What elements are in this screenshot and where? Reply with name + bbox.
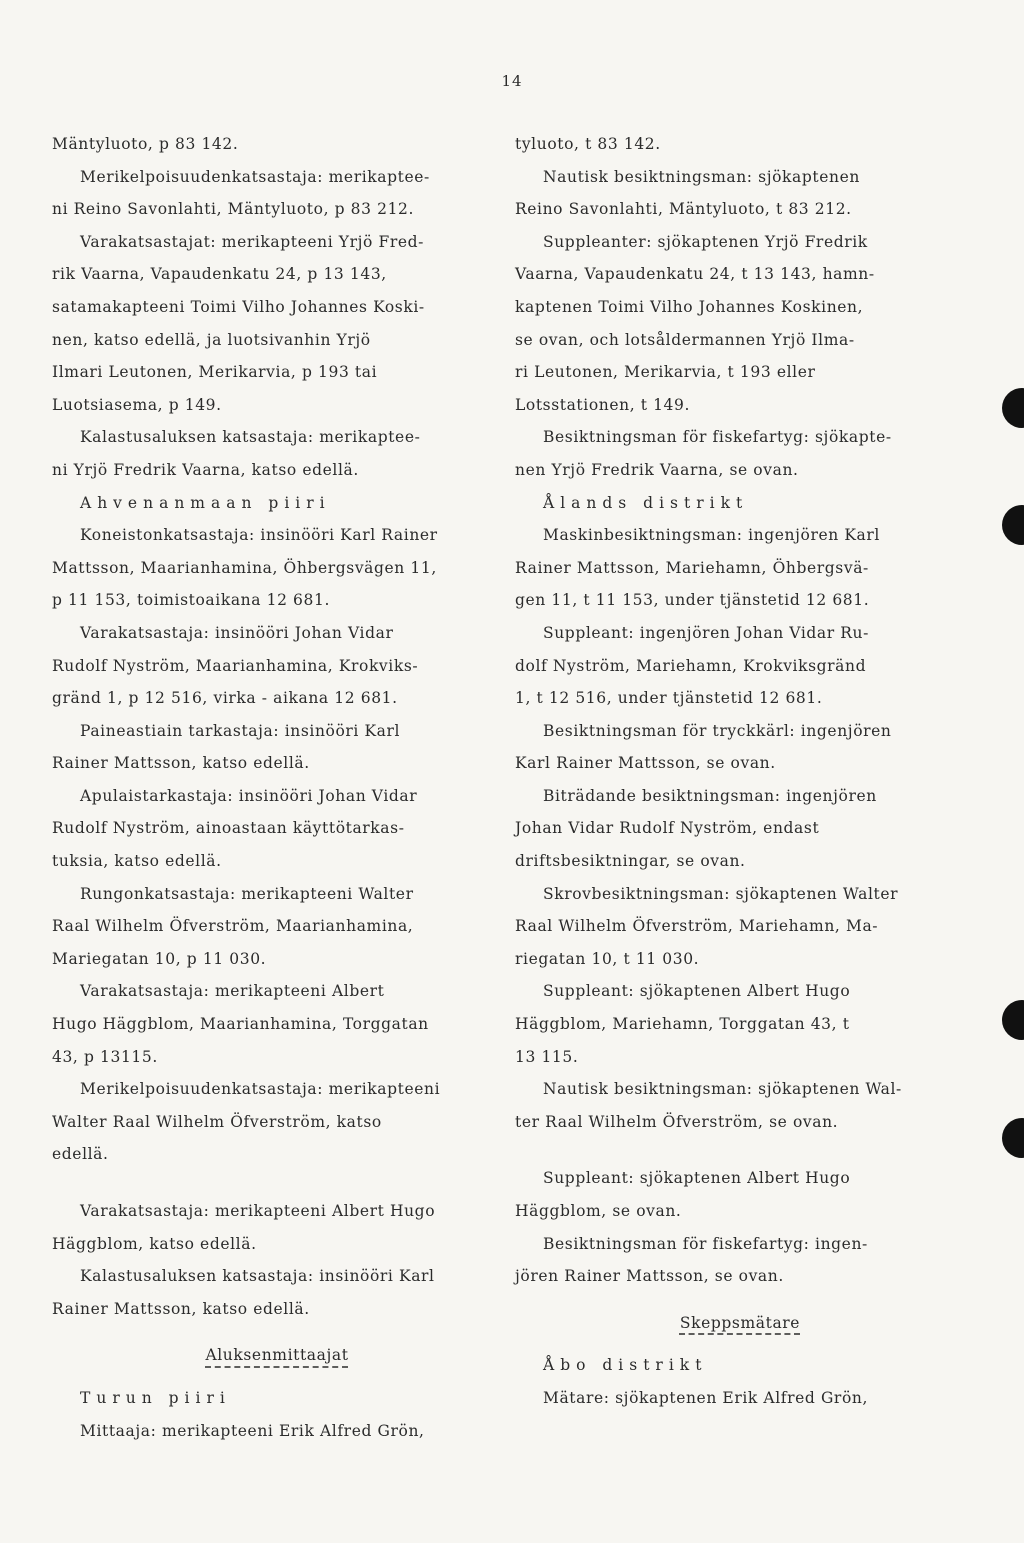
- spacer: [515, 1138, 965, 1162]
- paragraph: [515, 1228, 965, 1293]
- text-line: Lotsstationen, t 149.: [515, 395, 691, 414]
- text-line: ni Reino Savonlahti, Mäntyluoto, p 83 212.: [52, 200, 415, 219]
- text-line: Varakatsastaja: merikapteeni Albert: [80, 982, 385, 1001]
- district-heading: Turun piiri: [80, 1388, 231, 1407]
- text-line: Kalastusaluksen katsastaja: insinööri Karl: [80, 1267, 435, 1286]
- text-line: Häggblom, se ovan.: [515, 1202, 682, 1220]
- text-line: Mattsson, Maarianhamina, Öhbergsvägen 11,: [52, 558, 437, 577]
- district-heading: Ahvenanmaan piiri: [80, 493, 331, 512]
- text-line: Raal Wilhelm Öfverström, Maarianhamina,: [52, 917, 414, 936]
- binder-hole: [1002, 505, 1024, 545]
- page-number: 14: [501, 72, 523, 90]
- text-line: Rudolf Nyström, Maarianhamina, Krokviks-: [52, 656, 419, 675]
- text-line: 1, t 12 516, under tjänstetid 12 681.: [515, 689, 823, 708]
- text-line: Rudolf Nyström, ainoastaan käyttötarkas-: [52, 819, 405, 838]
- text-line: satamakapteeni Toimi Vilho Johannes Koski-: [52, 297, 425, 316]
- text-line: Häggblom, Mariehamn, Torggatan 43, t: [515, 1015, 850, 1034]
- paragraph: [515, 161, 965, 226]
- text-line: rik Vaarna, Vapaudenkatu 24, p 13 143,: [52, 265, 387, 284]
- text-line: Skrovbesiktningsman: sjökaptenen Walter: [543, 884, 899, 903]
- district-heading: Åbo distrikt: [543, 1356, 708, 1375]
- paragraph: [52, 715, 502, 780]
- binder-hole: [1002, 1000, 1024, 1040]
- paragraph: [515, 519, 965, 617]
- text-line: Besiktningsman för tryckkärl: ingenjören: [543, 721, 892, 740]
- text-line: Johan Vidar Rudolf Nyström, endast: [515, 819, 820, 838]
- text-line: Merikelpoisuudenkatsastaja: merikaptee-: [80, 167, 430, 186]
- text-line: dolf Nyström, Mariehamn, Krokviksgränd: [515, 656, 867, 675]
- paragraph: [52, 617, 502, 715]
- text-line: Koneistonkatsastaja: insinööri Karl Rainer: [80, 526, 438, 545]
- spacer: [52, 1171, 502, 1195]
- text-line: Merikelpoisuudenkatsastaja: merikapteeni: [80, 1080, 441, 1099]
- paragraph: [52, 1073, 502, 1171]
- text-line: Suppleant: sjökaptenen Albert Hugo: [543, 982, 851, 1001]
- text-line: Rainer Mattsson, katso edellä.: [52, 754, 310, 773]
- text-line: edellä.: [52, 1145, 109, 1164]
- section-heading: Aluksenmittaajat: [205, 1346, 349, 1365]
- text-line: Hugo Häggblom, Maarianhamina, Torggatan: [52, 1015, 429, 1034]
- text-line: Rungonkatsastaja: merikapteeni Walter: [80, 884, 414, 903]
- text-line: ri Leutonen, Merikarvia, t 193 eller: [515, 363, 816, 382]
- text-line: 43, p 13115.: [52, 1047, 158, 1066]
- text-line: driftsbesiktningar, se ovan.: [515, 852, 746, 871]
- text-line: nen Yrjö Fredrik Vaarna, se ovan.: [515, 460, 799, 479]
- text-line: Mätare: sjökaptenen Erik Alfred Grön,: [543, 1388, 868, 1407]
- text-line: Nautisk besiktningsman: sjökaptenen: [543, 167, 860, 186]
- text-line: Besiktningsman för fiskefartyg: ingen-: [543, 1234, 868, 1253]
- text-line: Varakatsastaja: merikapteeni Albert Hugo: [80, 1202, 436, 1220]
- left-column-finnish: [52, 128, 502, 1447]
- right-column-swedish: [515, 128, 965, 1415]
- paragraph: [515, 226, 965, 422]
- paragraph: [515, 780, 965, 878]
- text-line: ter Raal Wilhelm Öfverström, se ovan.: [515, 1112, 839, 1131]
- paragraph: [52, 1195, 502, 1260]
- paragraph: [52, 780, 502, 878]
- text-line: jören Rainer Mattsson, se ovan.: [515, 1267, 784, 1286]
- paragraph: [515, 1073, 965, 1138]
- text-line: Karl Rainer Mattsson, se ovan.: [515, 754, 776, 773]
- text-line: Häggblom, katso edellä.: [52, 1234, 257, 1253]
- text-line: se ovan, och lotsåldermannen Yrjö Ilma-: [515, 330, 855, 349]
- paragraph: [52, 1260, 502, 1325]
- text-line: Varakatsastajat: merikapteeni Yrjö Fred-: [80, 232, 425, 251]
- paragraph: [52, 226, 502, 422]
- text-line: Suppleant: ingenjören Johan Vidar Ru-: [543, 623, 869, 642]
- district-heading: Ålands distrikt: [543, 493, 749, 512]
- paragraph: [515, 421, 965, 486]
- binder-hole: [1002, 388, 1024, 428]
- text-line: Rainer Mattsson, Mariehamn, Öhbergsvä-: [515, 558, 869, 577]
- text-line: Biträdande besiktningsman: ingenjören: [543, 786, 877, 805]
- text-line: Reino Savonlahti, Mäntyluoto, t 83 212.: [515, 200, 852, 219]
- section-heading: Skeppsmätare: [679, 1313, 801, 1332]
- text-line: Walter Raal Wilhelm Öfverström, katso: [52, 1112, 382, 1131]
- text-line: Mäntyluoto, p 83 142.: [52, 135, 239, 153]
- text-line: Mittaaja: merikapteeni Erik Alfred Grön,: [80, 1421, 425, 1440]
- text-line: gen 11, t 11 153, under tjänstetid 12 681.: [515, 591, 870, 610]
- text-line: Nautisk besiktningsman: sjökaptenen Wal-: [543, 1080, 902, 1099]
- paragraph: [515, 128, 965, 161]
- text-line: Suppleant: sjökaptenen Albert Hugo: [543, 1169, 851, 1188]
- text-line: Maskinbesiktningsman: ingenjören Karl: [543, 526, 880, 545]
- text-line: Varakatsastaja: insinööri Johan Vidar: [80, 623, 394, 642]
- paragraph: [52, 975, 502, 1073]
- text-line: Raal Wilhelm Öfverström, Mariehamn, Ma-: [515, 917, 879, 936]
- text-line: 13 115.: [515, 1047, 579, 1066]
- paragraph: [52, 421, 502, 486]
- text-line: gränd 1, p 12 516, virka - aikana 12 681.: [52, 689, 398, 708]
- text-line: tyluoto, t 83 142.: [515, 135, 661, 153]
- paragraph: [52, 1415, 502, 1448]
- text-line: Apulaistarkastaja: insinööri Johan Vidar: [80, 786, 418, 805]
- text-line: Besiktningsman för fiskefartyg: sjökapte-: [543, 428, 892, 447]
- paragraph: [52, 878, 502, 976]
- paragraph: [515, 975, 965, 1073]
- binder-hole: [1002, 1118, 1024, 1158]
- text-line: Mariegatan 10, p 11 030.: [52, 949, 267, 968]
- text-line: Paineastiain tarkastaja: insinööri Karl: [80, 721, 401, 740]
- text-line: Luotsiasema, p 149.: [52, 395, 222, 414]
- text-line: tuksia, katso edellä.: [52, 852, 222, 871]
- paragraph: [52, 519, 502, 617]
- text-line: Rainer Mattsson, katso edellä.: [52, 1299, 310, 1318]
- text-line: Ilmari Leutonen, Merikarvia, p 193 tai: [52, 363, 378, 382]
- text-line: riegatan 10, t 11 030.: [515, 949, 700, 968]
- paragraph: [515, 715, 965, 780]
- text-line: p 11 153, toimistoaikana 12 681.: [52, 591, 330, 610]
- paragraph: [515, 878, 965, 976]
- text-line: Kalastusaluksen katsastaja: merikaptee-: [80, 428, 421, 447]
- paragraph: [515, 1382, 965, 1415]
- text-line: kaptenen Toimi Vilho Johannes Koskinen,: [515, 297, 864, 316]
- text-line: nen, katso edellä, ja luotsivanhin Yrjö: [52, 330, 371, 349]
- text-line: ni Yrjö Fredrik Vaarna, katso edellä.: [52, 460, 359, 479]
- paragraph: [515, 617, 965, 715]
- paragraph: [52, 161, 502, 226]
- paragraph: [52, 128, 502, 161]
- text-line: Suppleanter: sjökaptenen Yrjö Fredrik: [543, 232, 868, 251]
- text-line: Vaarna, Vapaudenkatu 24, t 13 143, hamn-: [515, 265, 875, 284]
- paragraph: [515, 1162, 965, 1227]
